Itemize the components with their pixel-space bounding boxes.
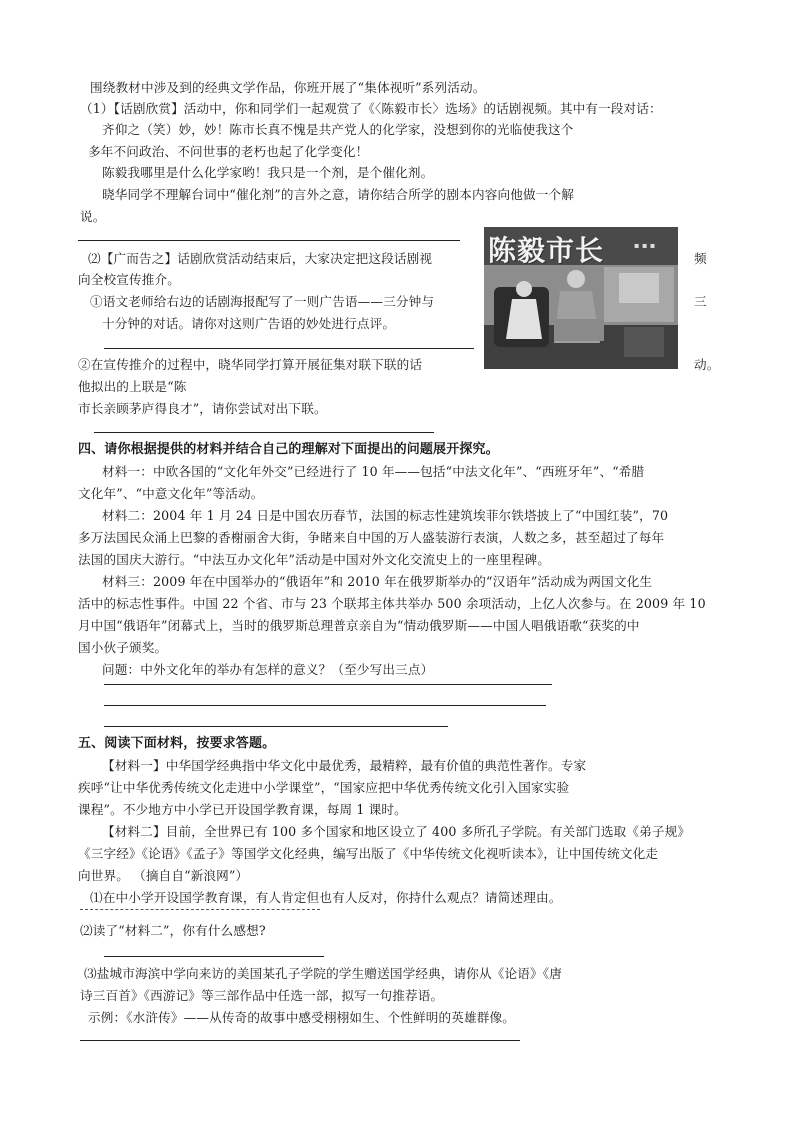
material-text: 材料一：中欧各国的“文化年外交”已经进行了 10 年——包括“中法文化年”、“西班牙年”、“希腊 bbox=[102, 464, 645, 479]
q2-sub2: 他拟出的上联是“陈 bbox=[78, 379, 187, 394]
answer-line[interactable] bbox=[80, 909, 320, 910]
answer-line[interactable] bbox=[104, 684, 552, 685]
material-text: 材料二：2004 年 1 月 24 日是中国农历春节，法国的标志性建筑埃菲尔铁塔披上了“中国红装”，70 bbox=[102, 508, 669, 523]
material-text: 课程”。不少地方中小学已开设国学教育课，每周 1 课时。 bbox=[78, 802, 407, 817]
poster-subtitle-mark: ▪ ▪ ▪ bbox=[634, 241, 656, 250]
material-text: 疾呼“让中华优秀传统文化走进中小学课堂”，“国家应把中华优秀传统文化引入国家实验 bbox=[78, 780, 570, 795]
q2-prompt-cont: 频 bbox=[694, 251, 707, 266]
q1-question: 晓华同学不理解台词中“催化剂”的言外之意，请你结合所学的剧本内容向他做一个解 bbox=[102, 187, 574, 202]
material-text: 【材料一】中华国学经典指中华文化中最优秀，最精粹，最有价值的典范性著作。专家 bbox=[102, 758, 587, 773]
dialogue-line: 多年不问政治、不问世事的老朽也起了化学变化！ bbox=[88, 144, 369, 159]
q2-sub1: ①语文老师给右边的话剧海报配写了一则广告语——三分钟与 bbox=[90, 294, 435, 309]
material-text: 向世界。 （摘自自“新浪网”） bbox=[78, 868, 249, 883]
material-text: 文化年”、“中意文化年”等活动。 bbox=[78, 486, 264, 501]
q2-sub2: 市长亲顾茅庐得良才”，请你尝试对出下联。 bbox=[78, 401, 327, 416]
q2-sub1-cont: 三 bbox=[694, 294, 707, 309]
q2-sub1: 十分钟的对话。请你对这则广告语的妙处进行点评。 bbox=[102, 316, 396, 331]
answer-line[interactable] bbox=[80, 1040, 520, 1041]
answer-line[interactable] bbox=[104, 726, 448, 727]
answer-line[interactable] bbox=[104, 348, 474, 349]
q2-prompt: ⑵【广而告之】话剧欣赏活动结束后，大家决定把这段话剧视 bbox=[88, 251, 433, 266]
answer-line[interactable] bbox=[104, 705, 546, 706]
section5-heading: 五、阅读下面材料，按要求答题。 bbox=[78, 736, 276, 751]
answer-line[interactable] bbox=[94, 432, 434, 433]
material-text: 国小伙子颁奖。 bbox=[78, 640, 168, 655]
q2-prompt: 向全校宣传推介。 bbox=[78, 272, 180, 287]
q1-prompt: （1）【话剧欣赏】活动中，你和同学们一起观赏了《〈陈毅市长〉选场》的话剧视频。其中有一段对话： bbox=[80, 101, 662, 116]
material-text: 《三字经》《论语》《孟子》等国学文化经典，编写出版了《中华传统文化视听读本》，让中国传统文化走 bbox=[78, 846, 659, 861]
section5-q3: 诗三百首》《西游记》等三部作品中任选一部，拟写一句推荐语。 bbox=[80, 988, 444, 1003]
section4-heading: 四、请你根据提供的材料并结合自己的理解对下面提出的问题展开探究。 bbox=[78, 442, 499, 457]
material-text: 月中国“俄语年”闭幕式上，当时的俄罗斯总理普京亲自为“情动俄罗斯——中国人唱俄语歌“获奖的中 bbox=[78, 618, 640, 633]
material-text: 多万法国民众涌上巴黎的香榭丽舍大街，争睹来自中国的万人盛装游行表演，人数之多，甚至超过了每年 bbox=[78, 530, 665, 545]
section5-q1: ⑴在中小学开设国学教育课，有人肯定但也有人反对，你持什么观点？请简述理由。 bbox=[90, 890, 562, 905]
dialogue-line: 陈毅我哪里是什么化学家哟！我只是一个剂，是个催化剂。 bbox=[102, 165, 434, 180]
section4-question: 问题：中外文化年的举办有怎样的意义？（至少写出三点） bbox=[102, 662, 434, 677]
q2-sub2-cont: 动。 bbox=[694, 357, 720, 372]
section5-q2: ⑵读了“材料二”，你有什么感想? bbox=[80, 923, 266, 938]
answer-line[interactable] bbox=[78, 240, 460, 241]
q1-question: 说。 bbox=[80, 209, 106, 224]
drama-poster-image bbox=[484, 227, 678, 369]
material-text: 【材料二】目前，全世界已有 100 多个国家和地区设立了 400 多所孔子学院。有关部门选取《弟子规》 bbox=[102, 824, 691, 839]
poster-title: 陈毅市长 bbox=[488, 234, 605, 267]
material-text: 活中的标志性事件。中国 22 个省、市与 23 个联邦主体共举办 500 余项活动，上亿人次参与。在 2009 年 10 bbox=[78, 596, 706, 611]
section5-q3: ⑶盐城市海滨中学向来访的美国某孔子学院的学生赠送国学经典，请你从《论语》《唐 bbox=[84, 966, 562, 981]
material-text: 法国的国庆大游行。“中法互办文化年”活动是中国对外文化交流史上的一座里程碑。 bbox=[78, 552, 550, 567]
intro-text: 围绕教材中涉及到的经典文学作品，你班开展了“集体视听”系列活动。 bbox=[90, 80, 486, 95]
q2-sub2: ②在宣传推介的过程中，晓华同学打算开展征集对联下联的话 bbox=[78, 357, 423, 372]
dialogue-line: 齐仰之（笑）妙，妙！陈市长真不愧是共产党人的化学家，没想到你的光临使我这个 bbox=[102, 122, 574, 137]
material-text: 材料三：2009 年在中国举办的“俄语年”和 2010 年在俄罗斯举办的“汉语年”活动成为两国文化生 bbox=[102, 574, 653, 589]
section5-example: 示例：《水浒传》——从传奇的故事中感受栩栩如生、个性鲜明的英雄群像。 bbox=[88, 1010, 515, 1025]
answer-line[interactable] bbox=[104, 956, 324, 957]
